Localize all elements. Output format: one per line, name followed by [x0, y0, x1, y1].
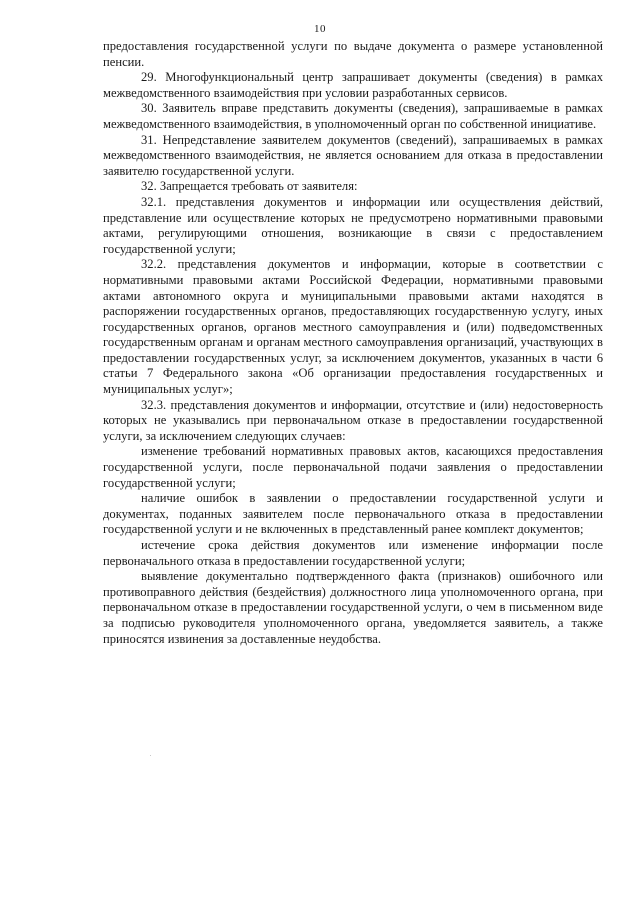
- exception-item-1: изменение требований нормативных правовых актов, касающихся предоставления государственной услуги, после первоначальной подачи заявления о предоставлении государственной услуги;: [103, 444, 603, 490]
- paragraph-29: 29. Многофункциональный центр запрашивает документы (сведения) в рамках межведомственного взаимодействия при условии разработанных сервисов.: [103, 70, 603, 100]
- exception-item-4: выявление документально подтвержденного факта (признаков) ошибочного или противоправного действия (бездействия) должностного лица уполномоченного органа, при первоначальном отказе в предоставлении государственной услуги, о чем в письменном виде за подписью руководителя уполномоченного органа, уведомляется заявитель, а также приносятся извинения за доставленные неудобства.: [103, 569, 603, 646]
- document-body: [103, 39, 603, 647]
- exception-item-3: истечение срока действия документов или изменение информации после первоначального отказа в предоставлении государственной услуги;: [103, 538, 603, 568]
- page-number: 10: [314, 23, 326, 35]
- scan-dot: [150, 755, 151, 756]
- paragraph-32-3: 32.3. представления документов и информации, отсутствие и (или) недостоверность которых не указывались при первоначальном отказе в предоставлении государственной услуги, за исключением следующих случаев:: [103, 397, 603, 443]
- paragraph-31: 31. Непредставление заявителем документов (сведений), запрашиваемых в рамках межведомственного взаимодействия, не является основанием для отказа в предоставлении заявителю государственной услуги.: [103, 132, 603, 178]
- paragraph-32: 32. Запрещается требовать от заявителя:: [141, 179, 358, 194]
- paragraph-32-2: 32.2. представления документов и информации, которые в соответствии с нормативными правовыми актами Российской Федерации, нормативными правовыми актами автономного округа и муниципальными правовыми актами находятся в распоряжении государственных органов, предоставляющих государственную услугу, иных государственных органов, органов местного самоуправления и (или) подведомственных государственным органам и органам местного самоуправления организаций, участвующих в предоставлении государственных услуг, за исключением документов, указанных в части 6 статьи 7 Федерального закона «Об организации предоставления государственных и муниципальных услуг»;: [103, 257, 603, 397]
- exception-item-2: наличие ошибок в заявлении о предоставлении государственной услуги и документах, поданных заявителем после первоначального отказа в предоставлении государственной услуги и не включенных в представленный ранее комплект документов;: [103, 491, 603, 537]
- paragraph-continuation: предоставления государственной услуги по выдаче документа о размере установленной пенсии.: [103, 39, 603, 69]
- paragraph-32-1: 32.1. представления документов и информации или осуществления действий, представление или осуществление которых не предусмотрено нормативными правовыми актами, регулирующими отношения, возникающие в связи с предоставлением государственной услуги;: [103, 194, 603, 256]
- paragraph-30: 30. Заявитель вправе представить документы (сведения), запрашиваемые в рамках межведомственного взаимодействия, в уполномоченный орган по собственной инициативе.: [103, 101, 603, 131]
